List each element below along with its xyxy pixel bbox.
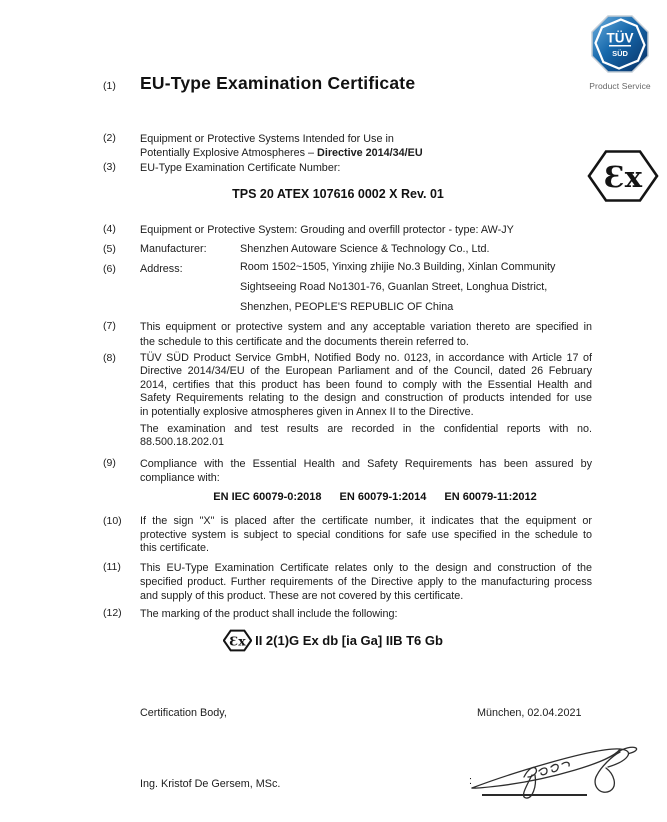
certificate-number: TPS 20 ATEX 107616 0002 X Rev. 01 [232,187,444,201]
item-9-line2: compliance with: [140,472,220,484]
manufacturer-label: Manufacturer: [140,243,207,255]
item-8-paragraph-2 [140,423,592,450]
item-8-number: (8) [103,352,116,364]
item-11-line1: This EU-Type Examination Certificate relates only to the design and construction of the [140,562,592,574]
item-12-text [140,607,592,621]
item-9-text [140,457,592,485]
sud-text: SÜD [612,49,628,58]
tuv-sud-logo [584,15,656,91]
item-11-number: (11) [103,561,121,573]
item-4-line: Equipment or Protective System: Grouding and overfill protector - type: AW-JY [140,224,514,236]
address-line-1: Room 1502~1505, Yinxing zhijie No.3 Building, Xinlan Community [240,261,556,273]
item-3-number: (3) [103,161,116,173]
address-label: Address: [140,263,183,275]
product-marking [100,629,566,657]
item-8-paragraph-1 [140,352,592,419]
item-7-line1: This equipment or protective system and any acceptable variation thereto are specified in [140,321,592,333]
standard-2: EN 60079-1:2014 [339,491,427,503]
item-7-number: (7) [103,320,116,332]
item-8-line1: TÜV SÜD Product Service GmbH, Notified Body no. 0123, in accordance with Article 17 of [140,352,592,364]
tuv-caption: Product Service [589,81,651,91]
item-5-number: (5) [103,243,116,255]
item-10-line1: If the sign "X" is placed after the certificate number, it indicates that the equipment or [140,515,592,527]
standard-3: EN 60079-11:2012 [444,491,537,503]
item-8-line2: Directive 2014/34/EU of the European Parliament and of the Council, dated 26 February [140,365,592,378]
signature-icon [466,740,648,800]
signature-colon: : [469,775,472,787]
item-8-report-line1: The examination and test results are recorded in the confidential reports with no. [140,423,592,435]
item-11-line2: specified product. Further requirements of the Directive apply to the manufacturing process [140,576,592,588]
place-date: München, 02.04.2021 [477,707,582,719]
item-1-number: (1) [103,80,116,92]
ex-marking-glyph: Ɛx [229,633,246,649]
standards-line [140,491,610,503]
certification-body-label: Certification Body, [140,707,227,719]
item-7-line2: the schedule to this certificate and the documents therein referred to. [140,335,469,348]
item-2-number: (2) [103,132,116,144]
item-9-number: (9) [103,457,116,469]
standard-1: EN IEC 60079-0:2018 [213,491,322,503]
item-6-number: (6) [103,263,116,275]
address-line-3: Shenzhen, PEOPLE'S REPUBLIC OF China [240,300,454,313]
item-2-line2-bold: Directive 2014/34/EU [317,147,423,159]
page-title: EU-Type Examination Certificate [140,73,416,93]
item-3-text [140,161,592,175]
marking-code: II 2(1)G Ex db [ia Ga] IIB T6 Gb [255,633,443,648]
item-4-text [140,223,592,237]
item-8-report-line2: 88.500.18.202.01 [140,436,225,449]
item-9-line1: Compliance with the Essential Health and Safety Requirements has been assured by [140,458,592,470]
item-10-text [140,515,592,556]
item-10-line3: this certificate. [140,542,210,555]
manufacturer-value: Shenzhen Autoware Science & Technology Co., Ltd. [240,243,490,255]
item-11-line3: and supply of this product. These are not covered by this certificate. [140,590,464,602]
address-line-2: Sightseeing Road No1301-76, Guanlan Street, Longhua District, [240,280,548,293]
item-10-number: (10) [103,515,122,527]
item-11-text [140,561,592,603]
ex-marking-icon [223,629,252,652]
item-8-line3: 2014, certifies that this product has been found to comply with the Essential Health and [140,378,592,391]
signatory-name: Ing. Kristof De Gersem, MSc. [140,778,281,790]
item-4-number: (4) [103,223,116,235]
item-12-number: (12) [103,607,122,619]
item-2-line2 [140,146,592,160]
item-2-line1: Equipment or Protective Systems Intended for Use in [140,133,394,145]
item-3-line: EU-Type Examination Certificate Number: [140,162,341,174]
ex-glyph-text: Ɛx [603,160,643,194]
tuv-text: TÜV [606,30,634,46]
address-value [240,258,592,317]
item-2-text [140,132,592,160]
ex-atex-icon [587,149,659,203]
signature-underline [482,794,587,796]
item-7-text [140,320,592,349]
tuv-sud-octagon-icon [591,15,649,73]
item-2-line2-normal: Potentially Explosive Atmospheres – [140,147,318,159]
item-8-line4: Safety Requirements relating to the design and construction of products intended for use [140,392,592,405]
item-8-line5: in potentially explosive atmospheres given in Annex II to the Directive. [140,405,474,418]
item-10-line2: protective system is subject to special conditions for safe use specified in the schedule to [140,528,592,541]
item-12-line: The marking of the product shall include the following: [140,608,398,620]
